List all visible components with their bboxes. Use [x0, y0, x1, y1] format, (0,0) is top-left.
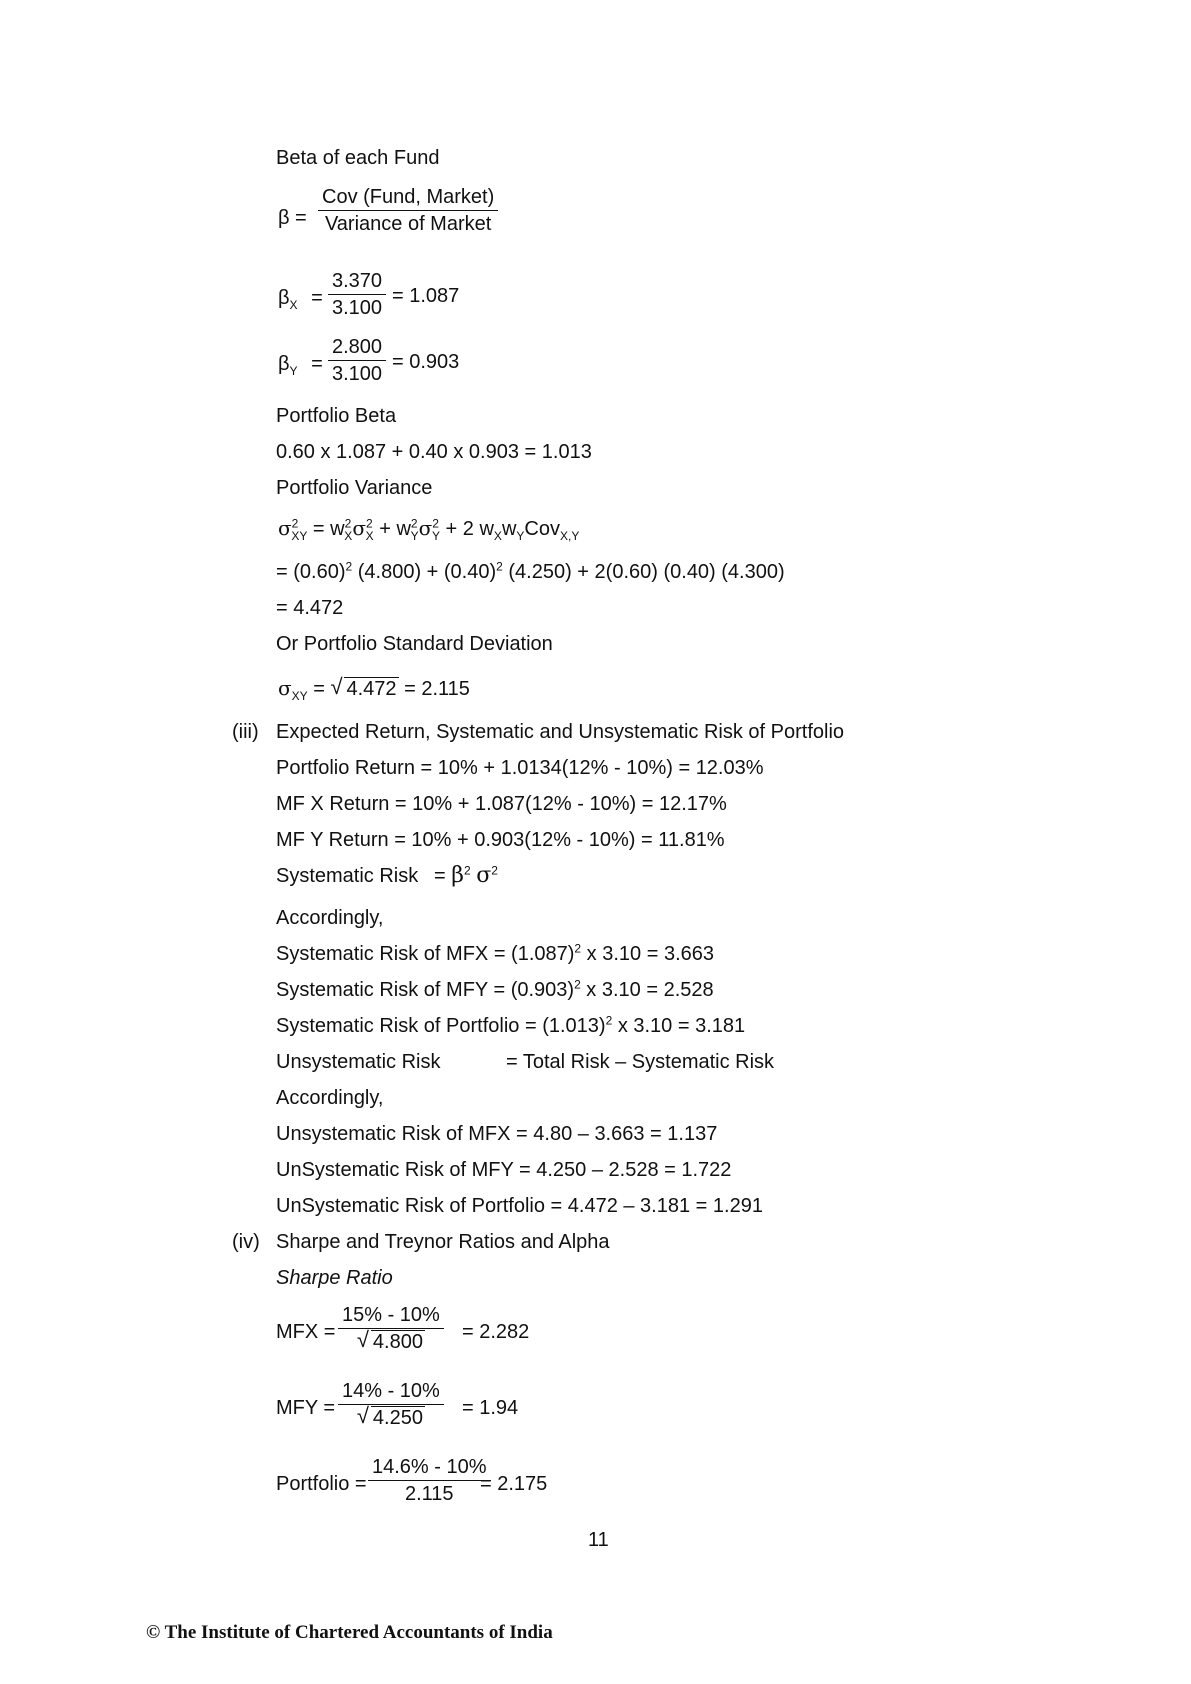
systematic-risk-formula: = $\beta^2$ $\sigma^2$: [434, 863, 498, 888]
unsystematic-risk-portfolio: UnSystematic Risk of Portfolio = 4.472 – 3.181 = 1.291: [276, 1195, 763, 1217]
portfolio-return: Portfolio Return = 10% + 1.0134(12% - 10%) = 12.03%: [276, 757, 764, 779]
unsystematic-risk-mfy: UnSystematic Risk of MFY = 4.250 – 2.528 = 1.722: [276, 1159, 732, 1181]
beta-y-result: = 0.903: [392, 351, 460, 373]
beta-y-fraction: 2.800 3.100: [328, 334, 386, 387]
mfy-return: MF Y Return = 10% + 0.903(12% - 10%) = 11.81%: [276, 829, 725, 851]
unsystematic-risk-mfx: Unsystematic Risk of MFX = 4.80 – 3.663 = 1.137: [276, 1123, 718, 1145]
sharpe-mfy-fraction: 14% - 10% √ 4.250: [338, 1378, 444, 1431]
std-dev-heading: Or Portfolio Standard Deviation: [276, 633, 553, 655]
sharpe-mfy-label: MFY =: [276, 1397, 336, 1419]
sharpe-ratio-heading: Sharpe Ratio: [276, 1267, 393, 1289]
footer-copyright: © The Institute of Chartered Accountants of India: [146, 1622, 553, 1643]
portfolio-beta-calc: 0.60 x 1.087 + 0.40 x 0.903 = 1.013: [276, 441, 592, 463]
beta-formula-numerator: Cov (Fund, Market): [322, 186, 495, 208]
beta-y-symbol: $\beta_Y$ =: [278, 353, 323, 378]
variance-formula: $\sigma^2_{XY} = w^2_X\sigma^2_X + w^2_Y\sigma^2_Y + 2$ $w_Xw_YCov_{X,Y}$: [278, 516, 580, 543]
page-number: 11: [588, 1529, 609, 1551]
section-iv-title: Sharpe and Treynor Ratios and Alpha: [276, 1231, 610, 1253]
systematic-risk-mfx: Systematic Risk of MFX = $(1.087)^2$ x 3.10 = 3.663: [276, 941, 714, 965]
beta-formula-fraction: [318, 184, 498, 237]
sqrt-sign: √ 4.800: [356, 1327, 423, 1353]
sqrt-sign: √ 4.250: [356, 1403, 423, 1429]
beta-x-symbol: $\beta_X$ =: [278, 287, 323, 312]
accordingly-1: Accordingly,: [276, 907, 384, 929]
section-iii-title: Expected Return, Systematic and Unsystematic Risk of Portfolio: [276, 721, 845, 743]
sqrt-sign: √ 4.472: [330, 674, 397, 700]
sharpe-portfolio-fraction: 14.6% - 10% 2.115: [368, 1454, 491, 1507]
variance-result: = 4.472: [276, 597, 344, 619]
beta-heading: Beta of each Fund: [276, 147, 440, 169]
sharpe-portfolio-label: Portfolio =: [276, 1473, 367, 1495]
std-dev-formula: $\sigma_{XY}$ = √ 4.472 = 2.115: [278, 674, 470, 703]
systematic-risk-portfolio: Systematic Risk of Portfolio = $(1.013)^2$ x 3.10 = 3.181: [276, 1013, 746, 1037]
sharpe-mfx-result: = 2.282: [462, 1321, 530, 1343]
unsystematic-risk-label: Unsystematic Risk: [276, 1051, 441, 1073]
sharpe-mfx-label: MFX =: [276, 1321, 336, 1343]
variance-calc: = $(0.60)^2$ $(4.800) + (0.40)^2$ (4.250) + 2(0.60) (0.40) (4.300): [276, 559, 785, 583]
mfx-return: MF X Return = 10% + 1.087(12% - 10%) = 12.17%: [276, 793, 727, 815]
portfolio-variance-heading: Portfolio Variance: [276, 477, 433, 499]
sharpe-mfy-result: = 1.94: [462, 1397, 519, 1419]
sharpe-portfolio-result: = 2.175: [480, 1473, 548, 1495]
section-iv-marker: (iv): [232, 1231, 260, 1253]
unsystematic-risk-definition: = Total Risk – Systematic Risk: [506, 1051, 775, 1073]
systematic-risk-label: Systematic Risk: [276, 865, 419, 887]
beta-x-result: = 1.087: [392, 285, 460, 307]
section-iii-marker: (iii): [232, 721, 259, 743]
beta-formula-lhs: β =: [278, 207, 307, 229]
beta-formula-denominator: Variance of Market: [324, 213, 492, 235]
sharpe-mfx-fraction: 15% - 10% √ 4.800: [338, 1302, 444, 1355]
beta-x-fraction: 3.370 3.100: [328, 268, 386, 321]
systematic-risk-mfy: Systematic Risk of MFY = $(0.903)^2$ x 3.10 = 2.528: [276, 977, 714, 1001]
portfolio-beta-heading: Portfolio Beta: [276, 405, 397, 427]
accordingly-2: Accordingly,: [276, 1087, 384, 1109]
